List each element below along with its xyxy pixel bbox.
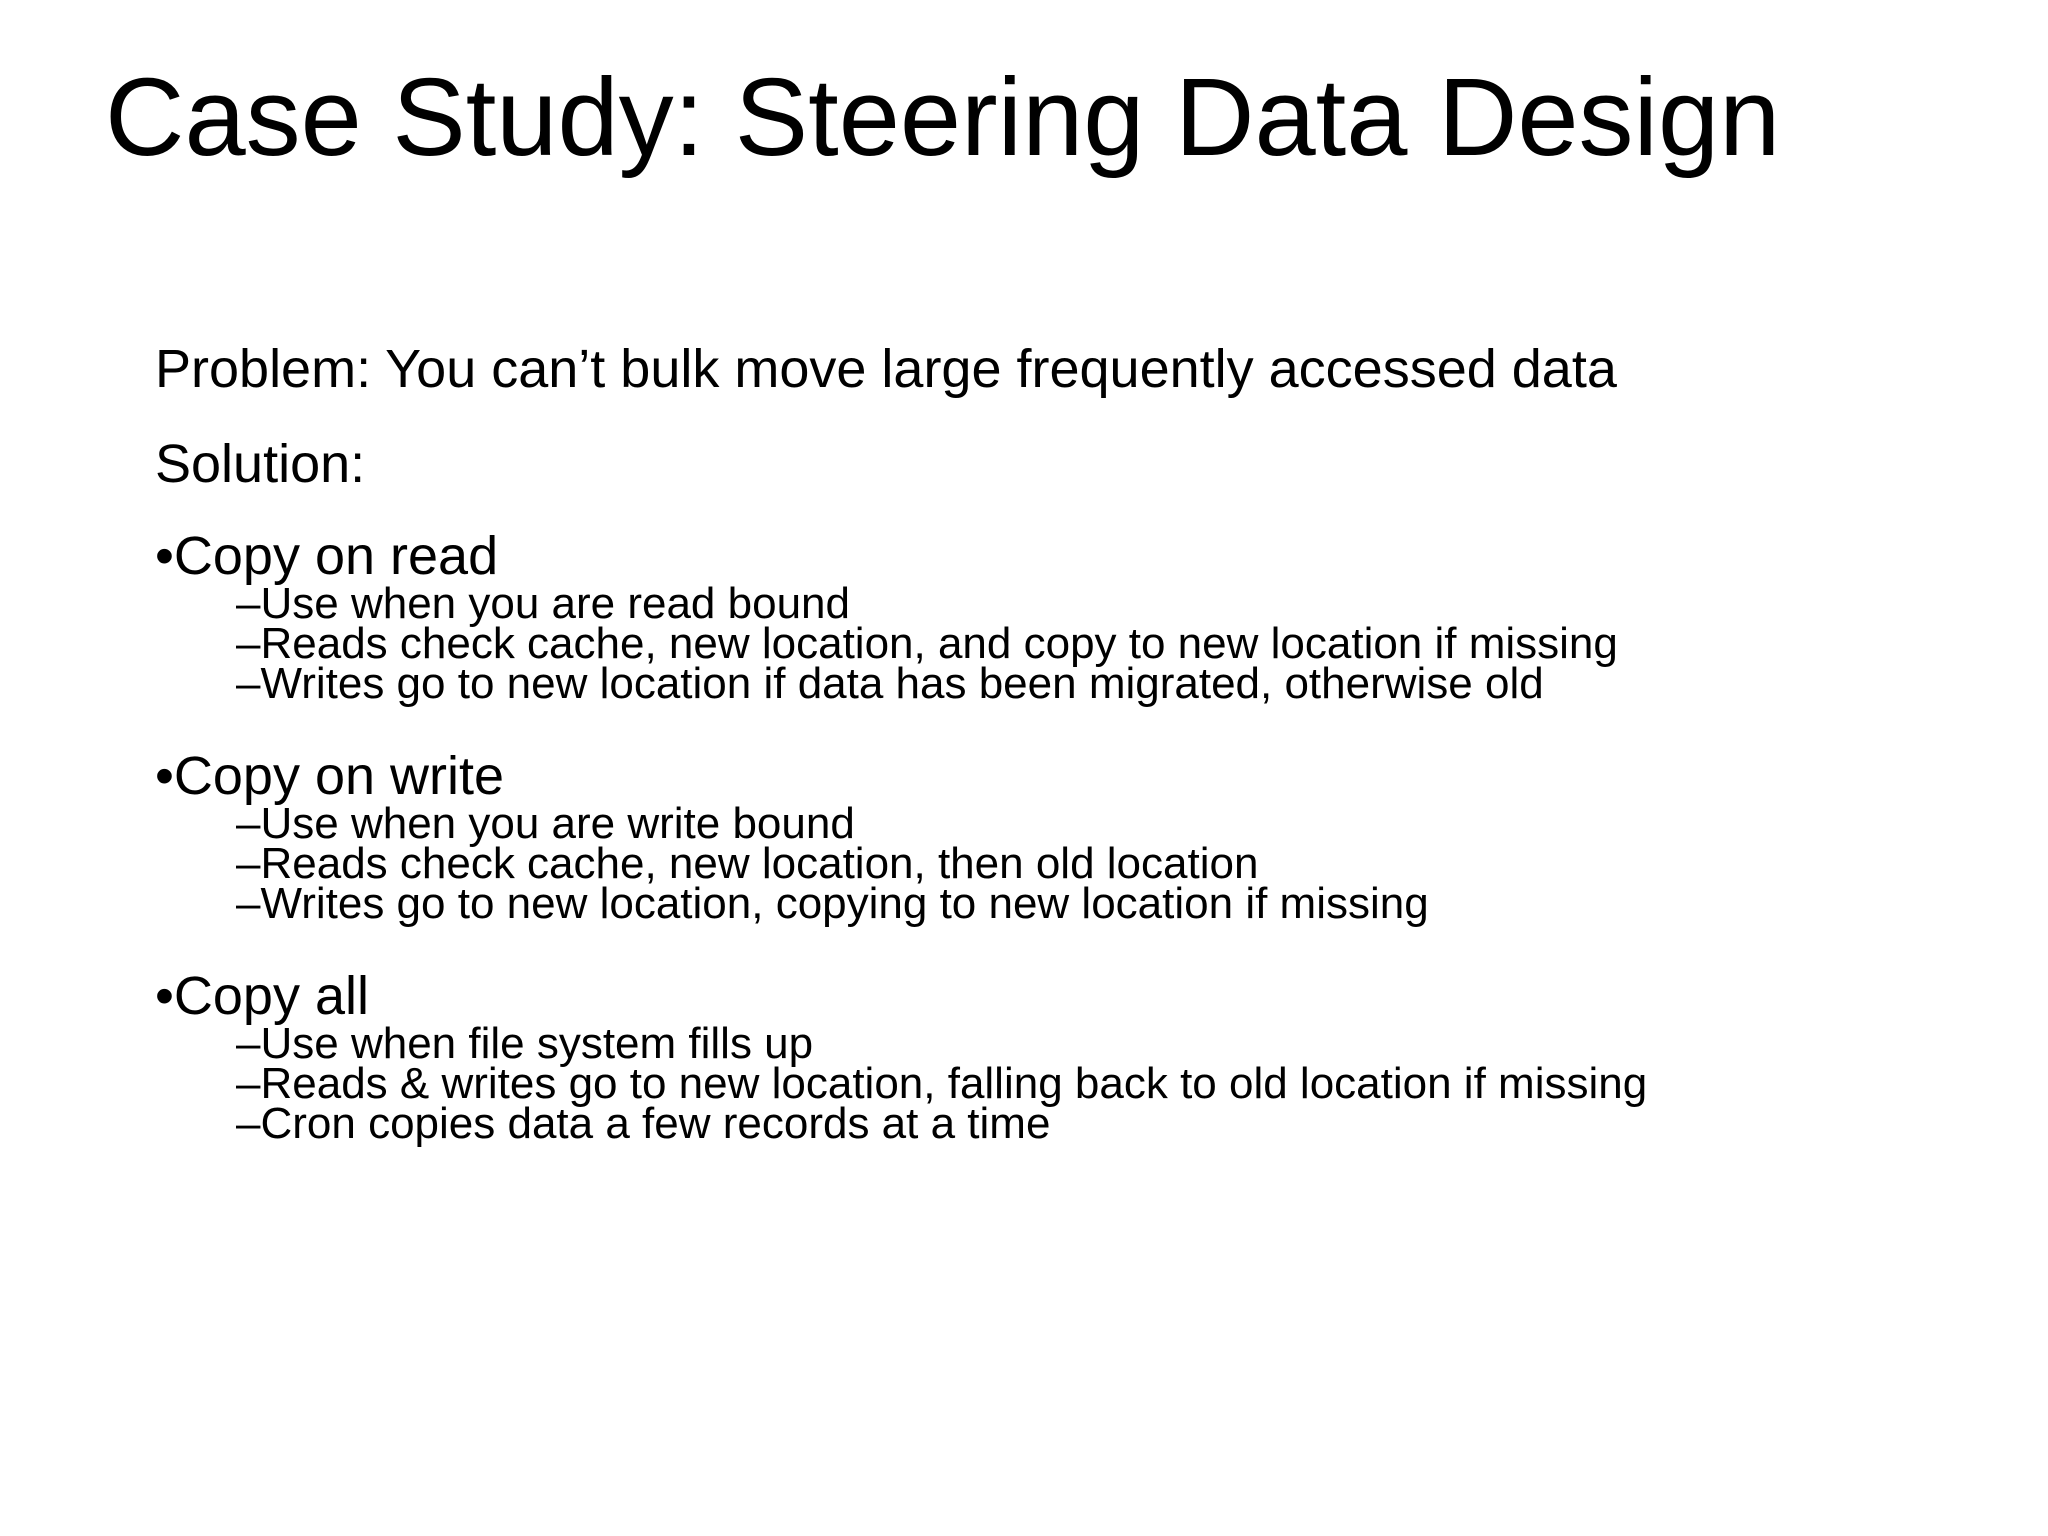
section-heading: •Copy all: [155, 966, 369, 1026]
solution-label: Solution:: [155, 434, 366, 494]
slide-title: Case Study: Steering Data Design: [105, 56, 1781, 179]
slide-body: [155, 338, 2005, 1188]
sub-point: –Use when you are read bound: [236, 579, 850, 628]
sub-point: –Writes go to new location if data has been migrated, otherwise old: [236, 659, 1544, 708]
section-heading: •Copy on write: [155, 746, 505, 806]
sub-point: –Reads & writes go to new location, falling back to old location if missing: [236, 1059, 1648, 1108]
section-copy-all: [155, 966, 2005, 1148]
sub-point: –Reads check cache, new location, and copy to new location if missing: [236, 619, 1618, 668]
sub-point: –Use when file system fills up: [236, 1019, 814, 1068]
section-copy-on-read: [155, 526, 2005, 708]
section-heading: •Copy on read: [155, 526, 499, 586]
sub-point: –Use when you are write bound: [236, 799, 855, 848]
sub-point: –Cron copies data a few records at a time: [236, 1099, 1051, 1148]
sub-point: –Writes go to new location, copying to new location if missing: [236, 879, 1429, 928]
section-copy-on-write: [155, 746, 2005, 928]
problem-statement: Problem: You can’t bulk move large frequently accessed data: [155, 339, 1617, 399]
sub-point: –Reads check cache, new location, then old location: [236, 839, 1259, 888]
